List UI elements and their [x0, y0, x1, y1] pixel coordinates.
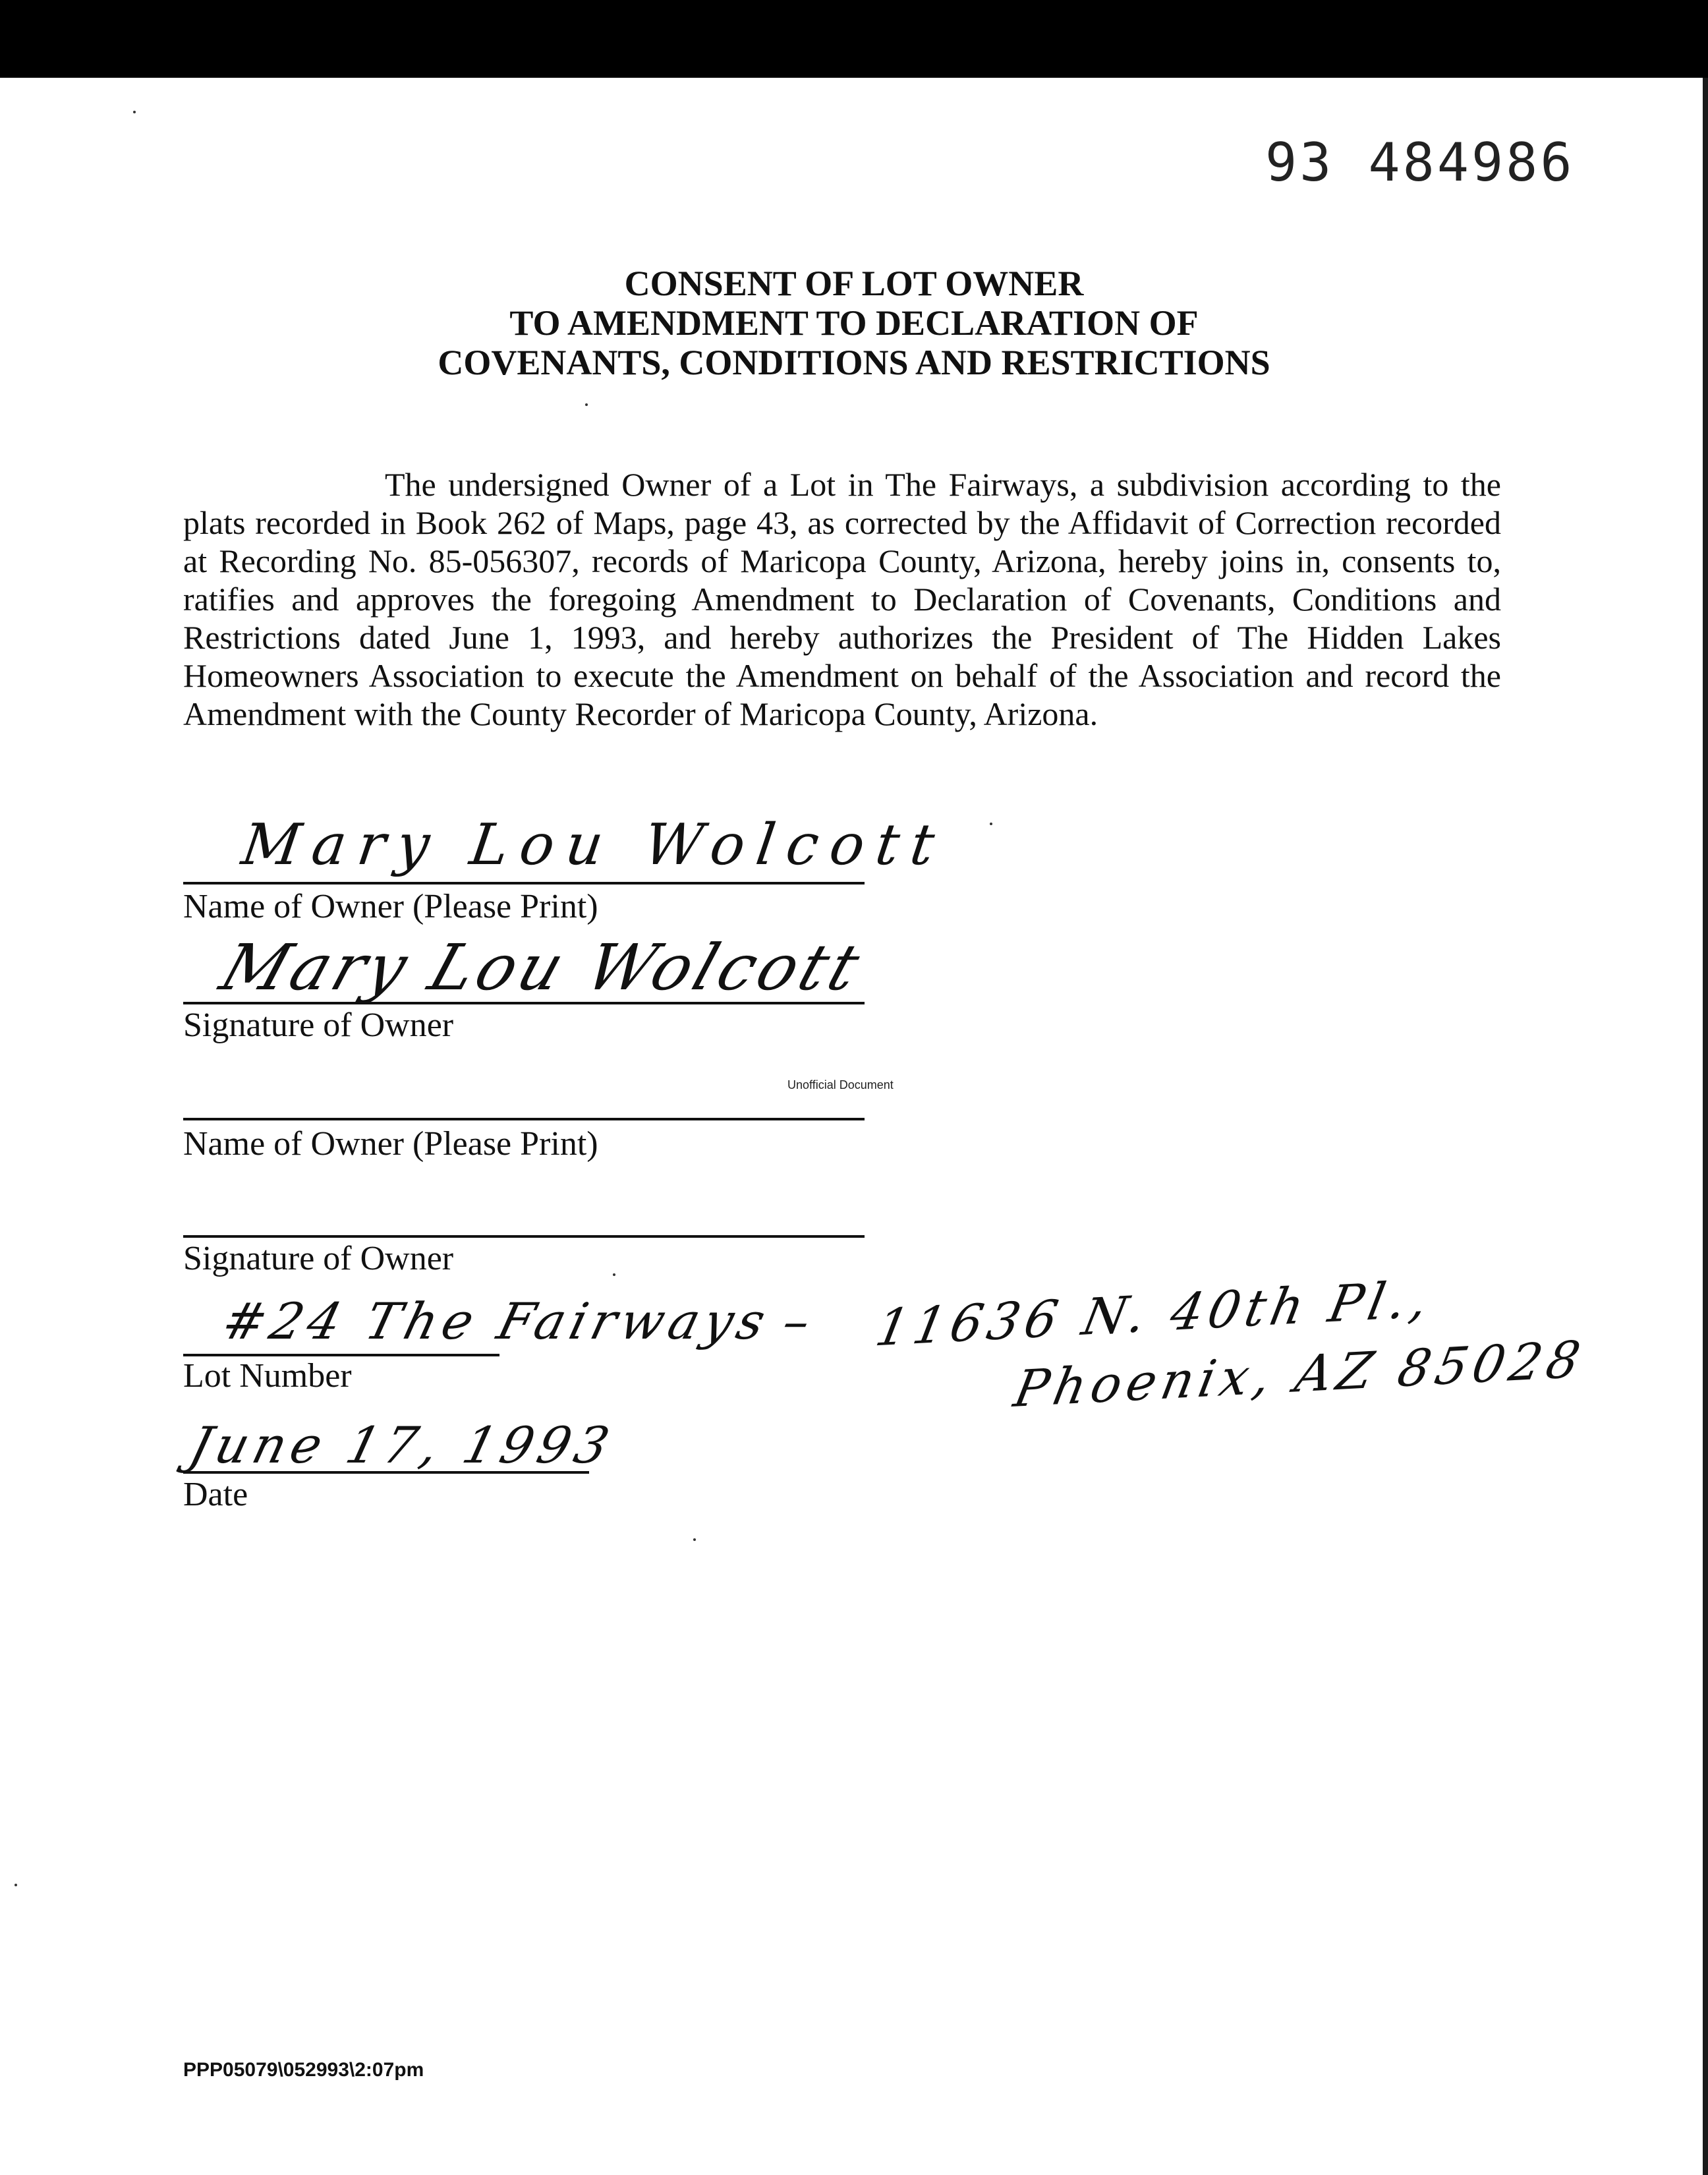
owner-signature: Mary Lou Wolcott	[212, 931, 872, 1004]
scan-speck	[585, 403, 588, 406]
handwritten-date: June 17, 1993	[183, 1416, 621, 1474]
name-line-2	[183, 1118, 865, 1120]
handwritten-address-line-2: Phoenix, AZ 85028	[1009, 1329, 1591, 1419]
document-title	[0, 264, 1708, 382]
signature-line-1	[183, 1002, 865, 1004]
signature-of-owner-label-1: Signature of Owner	[183, 1006, 454, 1044]
signature-line-2	[183, 1235, 865, 1238]
scan-speck	[613, 1273, 615, 1276]
name-line-1	[183, 882, 865, 884]
scan-speck	[133, 111, 136, 113]
consent-paragraph: The undersigned Owner of a Lot in The Fairways, a subdivision according to the plats recorded in Book 262 of Maps, page 43, as corrected by the Affidavit of Correction recorded at Recording No. 85-056307, records of Maricopa County, Arizona, hereby joins in, consents to, ratifies and approves the foregoing Amendment to Declaration of Covenants, Conditions and Restrictions dated June 1, 1993, and hereby authorizes the President of The Hidden Lakes Homeowners Association to execute the Amendment on behalf of the Association and record the Amendment with the County Recorder of Maricopa County, Arizona.	[183, 466, 1501, 732]
handwritten-dash: –	[776, 1292, 822, 1350]
title-line-3: COVENANTS, CONDITIONS AND RESTRICTIONS	[438, 343, 1270, 382]
title-line-1: CONSENT OF LOT OWNER	[624, 264, 1084, 303]
scan-speck	[693, 1538, 696, 1541]
date-label: Date	[183, 1476, 248, 1513]
title-line-2: TO AMENDMENT TO DECLARATION OF	[509, 303, 1199, 343]
date-line	[183, 1471, 589, 1474]
footer-file-id: PPP05079\052993\2:07pm	[183, 2059, 424, 2081]
unofficial-document-mark: Unofficial Document	[787, 1078, 894, 1091]
recording-number: 93 484986	[1265, 132, 1575, 193]
signature-of-owner-label-2: Signature of Owner	[183, 1240, 454, 1277]
name-of-owner-label-2: Name of Owner (Please Print)	[183, 1125, 598, 1163]
scan-speck	[990, 823, 992, 825]
handwritten-owner-name: Mary Lou Wolcott	[237, 812, 950, 878]
scan-right-border	[1703, 78, 1708, 2175]
handwritten-address-line-1: 11636 N. 40th Pl.,	[870, 1269, 1438, 1358]
scan-speck	[14, 1884, 17, 1886]
handwritten-lot-entry: #24 The Fairways	[216, 1292, 777, 1350]
scan-top-border	[0, 0, 1708, 78]
lot-number-label: Lot Number	[183, 1357, 352, 1395]
name-of-owner-label-1: Name of Owner (Please Print)	[183, 888, 598, 925]
